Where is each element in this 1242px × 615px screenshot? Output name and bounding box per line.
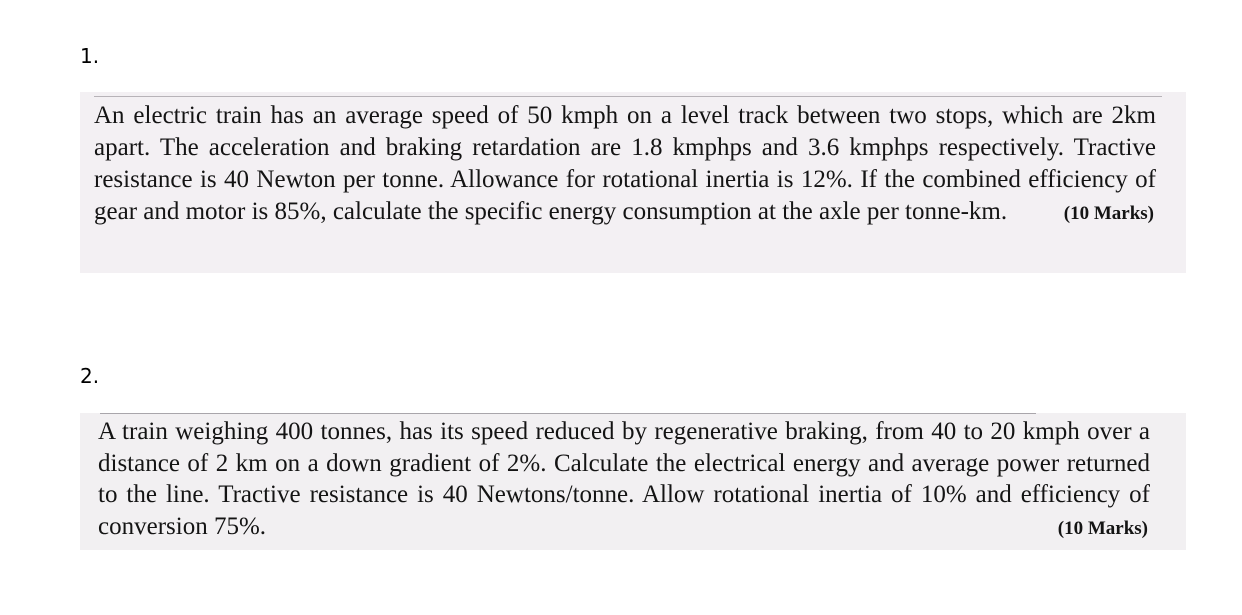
question-1-text: An electric train has an average speed of 50 kmph on a level track between two stops, which are 2km apart. The acceleration and braking retardation are 1.8 kmphps and 3.6 kmphps respectively. Tractive resistance is 40 Newton per tonne. Allowance for rotational inertia is 12%. If the combined efficiency of gear and motor is 85%, calculate the specific energy consumption at the axle per tonne-km. [94,102,1156,225]
question-2-text: A train weighing 400 tonnes, has its speed reduced by regenerative braking, from 40 to 20 kmph over a distance of 2 km on a down gradient of 2%. Calculate the electrical energy and average power returned to the line. Tractive resistance is 40 Newtons/tonne. Allow rotational inertia of 10% and efficiency of conversion 75%. [98,418,1150,540]
question-1-marks: (10 Marks) [1063,203,1154,224]
question-1-body [94,100,1156,228]
question-2-scan [80,413,1186,550]
question-2-body [98,416,1150,542]
question-1-scan [80,92,1186,273]
question-2-marks: (10 Marks) [1057,517,1148,539]
question-number-2: 2. [80,364,100,388]
question-number-1: 1. [80,44,100,68]
